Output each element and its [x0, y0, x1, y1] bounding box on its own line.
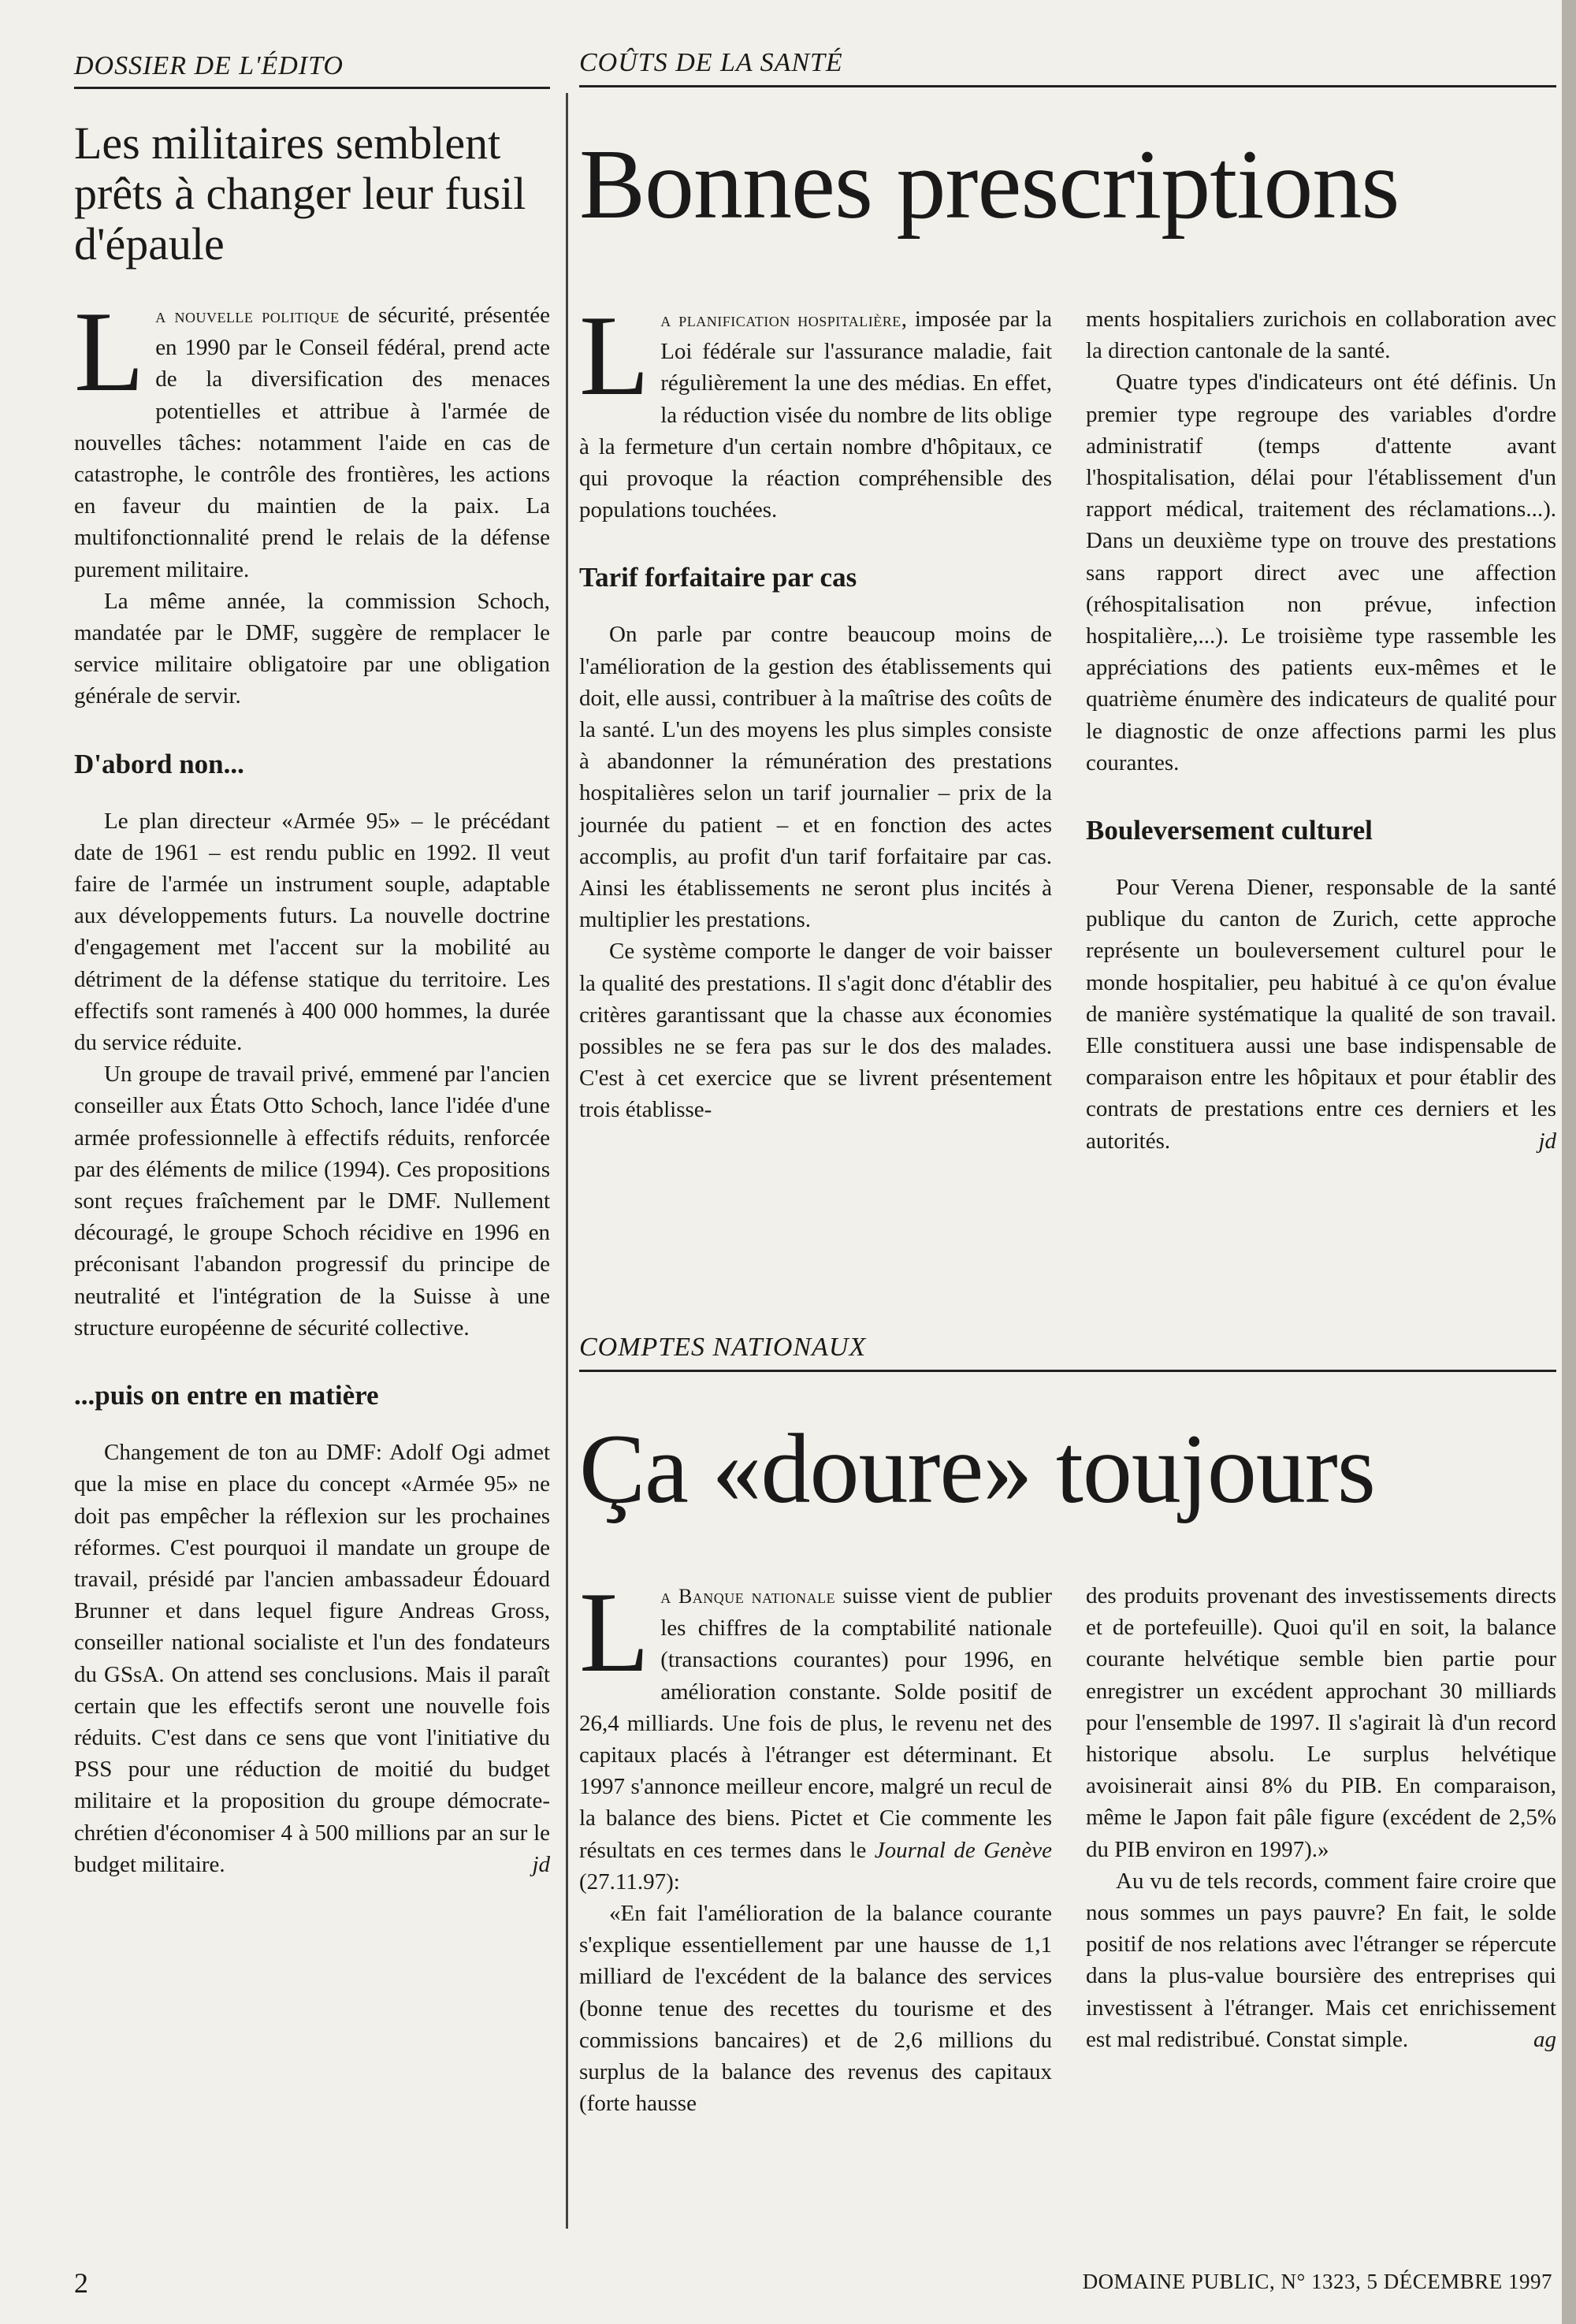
left-paragraph: Le plan directeur «Armée 95» – le précédant date de 1961 – est rendu public en 1992. Il veut faire de l'armée un instrument souple, adaptable aux développements futurs. La nouvelle doctrine d'engagement met l'accent sur la mobilité au détriment de la défense statique du territoire. Les effectifs sont ramenés à 400 000 hommes, la durée du service réduite.	[74, 808, 550, 1056]
health-p6-text: Pour Verena Diener, responsable de la santé publique du canton de Zurich, cette approche représente un bouleversement culturel pour le monde hospitalier, peu habitué à ce qu'on évalue de manière systématique la qualité de son travail. Elle constituera aussi une base indispensable de comparaison entre les hôpitaux et pour établir des contrats de prestations entre ces derniers et les autorités.	[1086, 875, 1556, 1154]
left-p1-text: de sécurité, présentée en 1990 par le Conseil fédéral, prend acte de la diversification des menaces potentielles et attribue à l'armée de nouvelles tâches: notamment l'aide en cas de catastrophe, le contrôle des frontières, les actions en faveur du maintien de la paix. La multifonctionnalité prend le relais de la défense purement militaire.	[74, 303, 550, 582]
health-article-title: Bonnes prescriptions	[579, 130, 1399, 240]
accounts-column-1	[579, 1568, 1052, 2119]
accounts-drop-cap: L	[579, 1568, 650, 1696]
scan-edge	[1562, 0, 1576, 2324]
accounts-article-title: Ça «doure» toujours	[579, 1415, 1375, 1524]
health-kicker: COÛTS DE LA SANTÉ	[579, 48, 843, 77]
accounts-paragraph	[1086, 1865, 1556, 2055]
accounts-kicker: COMPTES NATIONAUX	[579, 1333, 867, 1362]
column-divider	[566, 93, 568, 2229]
health-subheading-2: Bouleversement culturel	[1086, 815, 1373, 846]
health-paragraph: On parle par contre beaucoup moins de l'amélioration de la gestion des établissements qui doit, elle aussi, contribuer à la maîtrise des coûts de la santé. L'un des moyens les plus simples consiste à abandonner la rémunération des prestations hospitalières selon un tarif journalier – prix de la journée du patient – et en fonction des actes accomplis, au profit d'un tarif forfaitaire par cas. Ainsi les établissements ne seront plus incités à multiplier les prestations.	[579, 622, 1052, 933]
health-p1-text: , imposée par la Loi fédérale sur l'assurance maladie, fait régulièrement la une des médias. En effet, la réduction visée du nombre de lits oblige à la fermeture d'un certain nombre d'hôpitaux, ce qui provoque la réaction compréhensible des populations touchées.	[579, 307, 1052, 523]
health-column-1	[579, 292, 1052, 1126]
accounts-paragraph: des produits provenant des investissements directs et de portefeuille). Quoi qu'il en soit, la balance courante helvétique semble bien partie pour enregistrer un excédent approchant 30 milliards pour l'ensemble de 1997. Il s'agirait là d'un record historique absolu. Le surplus helvétique avoisinerait ainsi 8% du PIB. En comparaison, même le Japon fait pâle figure (excédent de 2,5% du PIB environ en 1997).»	[1086, 1583, 1556, 1862]
accounts-lead-paragraph	[579, 1568, 1052, 1898]
left-paragraph: La même année, la commission Schoch, mandatée par le DMF, suggère de remplacer le service militaire obligatoire par une obligation générale de servir.	[74, 588, 550, 709]
accounts-kicker-rule	[579, 1370, 1556, 1372]
accounts-lead-smallcaps: a Banque nationale	[660, 1585, 836, 1608]
publication-footer: DOMAINE PUBLIC, N° 1323, 5 DÉCEMBRE 1997	[1082, 2270, 1552, 2293]
health-drop-cap: L	[579, 292, 650, 419]
accounts-p1-end: (27.11.97):	[579, 1868, 680, 1895]
left-paragraph	[74, 1437, 550, 1880]
left-lead-paragraph	[74, 288, 550, 586]
left-article-title: Les militaires semblent prêts à changer leur fusil d'épaule	[74, 117, 526, 270]
health-paragraph	[1086, 872, 1556, 1157]
accounts-p1-text: suisse vient de publier les chiffres de la comptabilité nationale (transactions courantes) pour 1996, en amélioration constante. Solde positif de 26,4 milliards. Une fois de plus, le revenu net des capitaux placés à l'étranger est déterminant. Et 1997 s'annonce meilleur encore, malgré un recul de la balance des biens. Pictet et Cie commente les résultats en ces termes dans le	[579, 1583, 1052, 1863]
left-kicker-rule	[74, 87, 550, 89]
page-number: 2	[74, 2267, 88, 2299]
health-column-2	[1086, 303, 1556, 1157]
left-drop-cap: L	[74, 288, 145, 415]
health-paragraph: ments hospitaliers zurichois en collaboration avec la direction cantonale de la santé.	[1086, 307, 1556, 364]
accounts-journal-title: Journal de Genève	[874, 1837, 1052, 1863]
accounts-p4-text: Au vu de tels records, comment faire croire que nous sommes un pays pauvre? En fait, le solde positif de nos relations avec l'étranger se répercute dans la plus-value boursière des entreprises qui investissent à l'étranger. Mais cet enrichissement est mal redistribué. Constat simple.	[1086, 1868, 1556, 2052]
left-kicker: DOSSIER DE L'ÉDITO	[74, 51, 344, 80]
health-kicker-rule	[579, 85, 1556, 87]
left-signature: jd	[532, 1851, 550, 1877]
left-paragraph: Un groupe de travail privé, emmené par l'ancien conseiller aux États Otto Schoch, lance l'idée d'une armée professionnelle à effectifs réduits, renforcée par des éléments de milice (1994). Ces propositions sont reçues fraîchement par le DMF. Nullement découragé, le groupe Schoch récidive en 1996 en préconisant l'abandon progressif du principe de neutralité et l'intégration de la Suisse à une structure européenne de sécurité collective.	[74, 1062, 550, 1340]
left-subheading-1: D'abord non...	[74, 748, 244, 779]
left-subheading-2: ...puis on entre en matière	[74, 1380, 379, 1411]
accounts-signature: ag	[1533, 2026, 1556, 2052]
left-lead-smallcaps: a nouvelle politique	[155, 304, 340, 327]
health-paragraph: Ce système comporte le danger de voir baisser la qualité des prestations. Il s'agit donc d'établir des critères garantissant que la chasse aux économies possibles ne se fera pas sur le dos des malades. C'est à cet exercice que se livrent présentement trois établisse-	[579, 939, 1052, 1123]
accounts-column-2	[1086, 1580, 1556, 2055]
accounts-paragraph: «En fait l'amélioration de la balance courante s'explique essentiellement par une hausse de 1,1 milliard de l'excédent de la balance des services (bonne tenue des recettes du tourisme et des commissions bancaires) et de 2,6 millions du surplus de la balance des revenus des capitaux (forte hausse	[579, 1901, 1052, 2117]
health-subheading-1: Tarif forfaitaire par cas	[579, 562, 857, 593]
health-signature: jd	[1538, 1128, 1556, 1154]
left-article-body	[74, 288, 550, 1880]
health-lead-paragraph	[579, 292, 1052, 526]
left-p5-text: Changement de ton au DMF: Adolf Ogi admet que la mise en place du concept «Armée 95» ne doit pas empêcher la réflexion sur les prochaines réformes. C'est pourquoi il mandate un groupe de travail, présidé par l'ancien ambassadeur Édouard Brunner et dans lequel figure Andreas Gross, conseiller national socialiste et l'un des fondateurs du GSsA. On attend ses conclusions. Mais il paraît certain que les effectifs seront une nouvelle fois réduits. C'est dans ce sens que vont l'initiative du PSS pour une réduction de moitié du budget militaire et la proposition du groupe démocrate-chrétien d'économiser 4 à 500 millions par an sur le budget militaire.	[74, 1440, 550, 1877]
health-paragraph: Quatre types d'indicateurs ont été définis. Un premier type regroupe des variables d'ordre administratif (temps d'attente avant l'hospitalisation, délai pour l'établissement d'un rapport médical, traitement des réclamations...). Dans un deuxième type on trouve des prestations sans rapport direct avec une affection (réhospitalisation non prévue, infection hospitalière,...). Le troisième type rassemble les appréciations des patients eux-mêmes et le quatrième énumère des indicateurs de qualité pour le diagnostic de onze affections parmi les plus courantes.	[1086, 370, 1556, 775]
health-lead-smallcaps: a planification hospitalière	[660, 308, 901, 331]
